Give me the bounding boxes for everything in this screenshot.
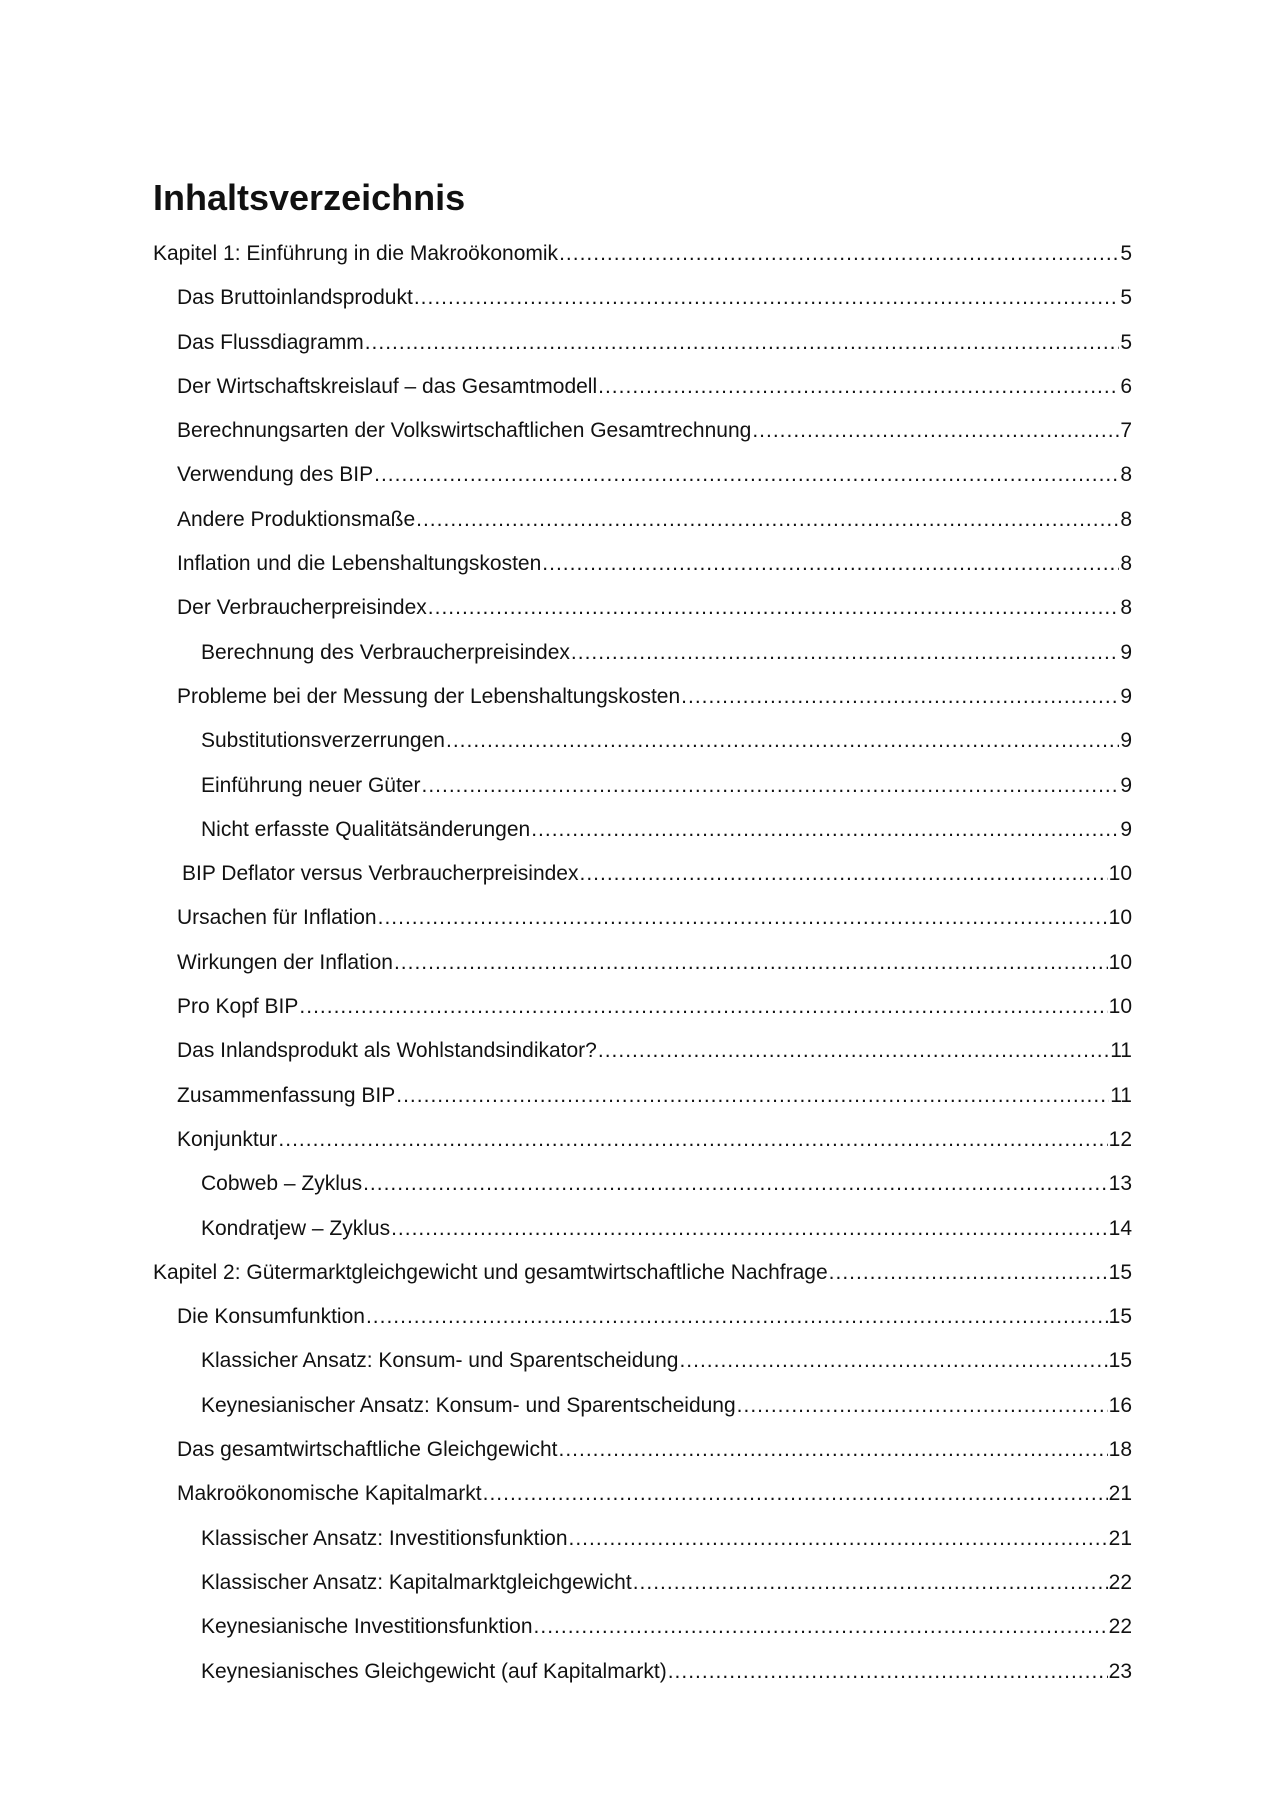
toc-entry[interactable]	[153, 896, 1132, 940]
toc-entry[interactable]	[153, 453, 1132, 497]
toc-entry-title: Nicht erfasste Qualitätsänderungen	[201, 817, 531, 841]
toc-dot-leader	[414, 276, 1120, 320]
toc-dot-leader	[571, 631, 1119, 675]
toc-entry-title: Berechnung des Verbraucherpreisindex	[201, 640, 570, 664]
toc-dot-leader	[396, 1074, 1109, 1118]
toc-page-number: 9	[1120, 640, 1132, 664]
toc-dot-leader	[681, 675, 1119, 719]
toc-entry-title: Kapitel 2: Gütermarktgleichgewicht und gesamtwirtschaftliche Nachfrage	[153, 1260, 828, 1284]
toc-entry-title: Konjunktur	[177, 1127, 278, 1151]
toc-page-number: 11	[1110, 1039, 1132, 1063]
toc-page-number: 15	[1108, 1260, 1132, 1284]
toc-dot-leader	[752, 409, 1119, 453]
toc-entry[interactable]	[153, 675, 1132, 719]
toc-dot-leader	[633, 1561, 1108, 1605]
toc-page-number: 14	[1108, 1216, 1132, 1240]
toc-dot-leader	[391, 1207, 1108, 1251]
toc-entry[interactable]	[153, 321, 1132, 365]
toc-entry-title: Cobweb – Zyklus	[201, 1172, 363, 1196]
toc-entry-title: Das Bruttoinlandsprodukt	[177, 286, 413, 310]
toc-dot-leader	[278, 1118, 1107, 1162]
toc-page-number: 9	[1120, 773, 1132, 797]
toc-entry-title: Klassicher Ansatz: Konsum- und Sparentscheidung	[201, 1349, 679, 1373]
toc-entry[interactable]	[153, 409, 1132, 453]
toc-page-number: 12	[1108, 1127, 1132, 1151]
toc-entry-title: Klassischer Ansatz: Kapitalmarktgleichgewicht	[201, 1570, 632, 1594]
toc-entry[interactable]	[153, 1650, 1132, 1694]
toc-page-number: 7	[1120, 419, 1132, 443]
toc-dot-leader	[416, 498, 1119, 542]
toc-dot-leader	[598, 1029, 1109, 1073]
toc-page-number: 11	[1110, 1083, 1132, 1107]
toc-entry-title: Die Konsumfunktion	[177, 1305, 365, 1329]
toc-dot-leader	[428, 586, 1120, 630]
toc-page-number: 16	[1108, 1393, 1132, 1417]
toc-entry[interactable]	[153, 1339, 1132, 1383]
toc-dot-leader	[542, 542, 1119, 586]
toc-entry-title: Keynesianisches Gleichgewicht (auf Kapitalmarkt)	[201, 1659, 667, 1683]
toc-entry-title: Kondratjew – Zyklus	[201, 1216, 391, 1240]
toc-entry[interactable]	[153, 276, 1132, 320]
toc-entry[interactable]	[153, 1561, 1132, 1605]
toc-entry[interactable]	[153, 1029, 1132, 1073]
toc-entry[interactable]	[153, 941, 1132, 985]
toc-entry-title: Ursachen für Inflation	[177, 906, 377, 930]
toc-dot-leader	[365, 321, 1120, 365]
toc-dot-leader	[394, 941, 1108, 985]
toc-entry-title: Keynesianischer Ansatz: Konsum- und Sparentscheidung	[201, 1393, 736, 1417]
toc-dot-leader	[569, 1517, 1108, 1561]
toc-entry[interactable]	[153, 631, 1132, 675]
toc-page-number: 21	[1108, 1482, 1132, 1506]
toc-entry[interactable]	[153, 1384, 1132, 1428]
toc-page-number: 9	[1120, 684, 1132, 708]
toc-page-number: 10	[1108, 995, 1132, 1019]
toc-dot-leader	[363, 1162, 1108, 1206]
toc-page-number: 8	[1120, 463, 1132, 487]
toc-page-number: 21	[1108, 1526, 1132, 1550]
toc-entry-title: Das Inlandsprodukt als Wohlstandsindikator?	[177, 1039, 597, 1063]
toc-dot-leader	[366, 1295, 1108, 1339]
toc-entry[interactable]	[153, 1251, 1132, 1295]
toc-page-number: 10	[1108, 950, 1132, 974]
toc-entry[interactable]	[153, 232, 1132, 276]
toc-page-number: 22	[1108, 1615, 1132, 1639]
toc-entry[interactable]	[153, 1517, 1132, 1561]
toc-dot-leader	[483, 1472, 1108, 1516]
toc-entry-title: Andere Produktionsmaße	[177, 507, 416, 531]
toc-page-number: 15	[1108, 1305, 1132, 1329]
toc-page-number: 13	[1108, 1172, 1132, 1196]
toc-dot-leader	[598, 365, 1119, 409]
toc-entry[interactable]	[153, 542, 1132, 586]
toc-entry-title: Der Verbraucherpreisindex	[177, 596, 427, 620]
toc-entry[interactable]	[153, 1162, 1132, 1206]
toc-entry-title: Kapitel 1: Einführung in die Makroökonomik	[153, 242, 559, 265]
toc-page-number: 9	[1120, 729, 1132, 753]
toc-dot-leader	[737, 1384, 1108, 1428]
toc-page-number: 18	[1108, 1438, 1132, 1462]
toc-page-number: 15	[1108, 1349, 1132, 1373]
toc-entry[interactable]	[153, 852, 1132, 896]
toc-page-number: 6	[1120, 374, 1132, 398]
toc-entry-title: BIP Deflator versus Verbraucherpreisindex	[182, 862, 579, 886]
toc-entry-title: Makroökonomische Kapitalmarkt	[177, 1482, 482, 1506]
toc-entry[interactable]	[153, 1074, 1132, 1118]
toc-dot-leader	[559, 232, 1119, 276]
toc-entry-title: Verwendung des BIP	[177, 463, 374, 487]
toc-entry-title: Probleme bei der Messung der Lebenshaltungskosten	[177, 684, 681, 708]
toc-list	[153, 232, 1132, 1694]
toc-page-number: 23	[1108, 1659, 1132, 1683]
toc-entry-title: Das Flussdiagramm	[177, 330, 364, 354]
toc-page-number: 5	[1120, 330, 1132, 354]
toc-entry-title: Pro Kopf BIP	[177, 995, 299, 1019]
toc-dot-leader	[558, 1428, 1107, 1472]
toc-dot-leader	[679, 1339, 1107, 1383]
toc-dot-leader	[668, 1650, 1108, 1694]
toc-dot-leader	[374, 453, 1119, 497]
toc-page-number: 10	[1108, 906, 1132, 930]
toc-entry-title: Substitutionsverzerrungen	[201, 729, 445, 753]
toc-dot-leader	[829, 1251, 1108, 1295]
toc-page-number: 5	[1120, 286, 1132, 310]
toc-dot-leader	[421, 764, 1119, 808]
toc-entry[interactable]	[153, 764, 1132, 808]
toc-entry[interactable]	[153, 1472, 1132, 1516]
toc-dot-leader	[378, 896, 1108, 940]
toc-entry-title: Inflation und die Lebenshaltungskosten	[177, 552, 542, 576]
toc-entry[interactable]	[153, 498, 1132, 542]
toc-entry[interactable]	[153, 1207, 1132, 1251]
toc-entry[interactable]	[153, 586, 1132, 630]
toc-entry-title: Der Wirtschaftskreislauf – das Gesamtmodell	[177, 374, 598, 398]
toc-title: Inhaltsverzeichnis	[153, 177, 466, 218]
toc-dot-leader	[531, 808, 1119, 852]
toc-entry[interactable]	[153, 1118, 1132, 1162]
toc-page-number: 8	[1120, 552, 1132, 576]
toc-entry-title: Klassischer Ansatz: Investitionsfunktion	[201, 1526, 568, 1550]
toc-dot-leader	[534, 1605, 1108, 1649]
toc-page-number: 8	[1120, 507, 1132, 531]
toc-entry[interactable]	[153, 808, 1132, 852]
toc-entry[interactable]	[153, 1295, 1132, 1339]
toc-dot-leader	[579, 852, 1107, 896]
toc-page-number: 22	[1108, 1570, 1132, 1594]
toc-entry-title: Zusammenfassung BIP	[177, 1083, 396, 1107]
toc-page-number: 10	[1108, 862, 1132, 886]
toc-dot-leader	[299, 985, 1107, 1029]
toc-page-number: 9	[1120, 817, 1132, 841]
toc-entry[interactable]	[153, 365, 1132, 409]
toc-entry-title: Wirkungen der Inflation	[177, 950, 393, 974]
toc-entry[interactable]	[153, 1428, 1132, 1472]
toc-entry[interactable]	[153, 985, 1132, 1029]
toc-dot-leader	[446, 719, 1119, 763]
toc-page-number: 8	[1120, 596, 1132, 620]
toc-entry-title: Einführung neuer Güter	[201, 773, 421, 797]
toc-entry-title: Keynesianische Investitionsfunktion	[201, 1615, 533, 1639]
toc-entry[interactable]	[153, 719, 1132, 763]
toc-entry[interactable]	[153, 1605, 1132, 1649]
toc-page-number: 5	[1120, 242, 1132, 265]
toc-entry-title: Das gesamtwirtschaftliche Gleichgewicht	[177, 1438, 558, 1462]
toc-entry-title: Berechnungsarten der Volkswirtschaftlichen Gesamtrechnung	[177, 419, 752, 443]
